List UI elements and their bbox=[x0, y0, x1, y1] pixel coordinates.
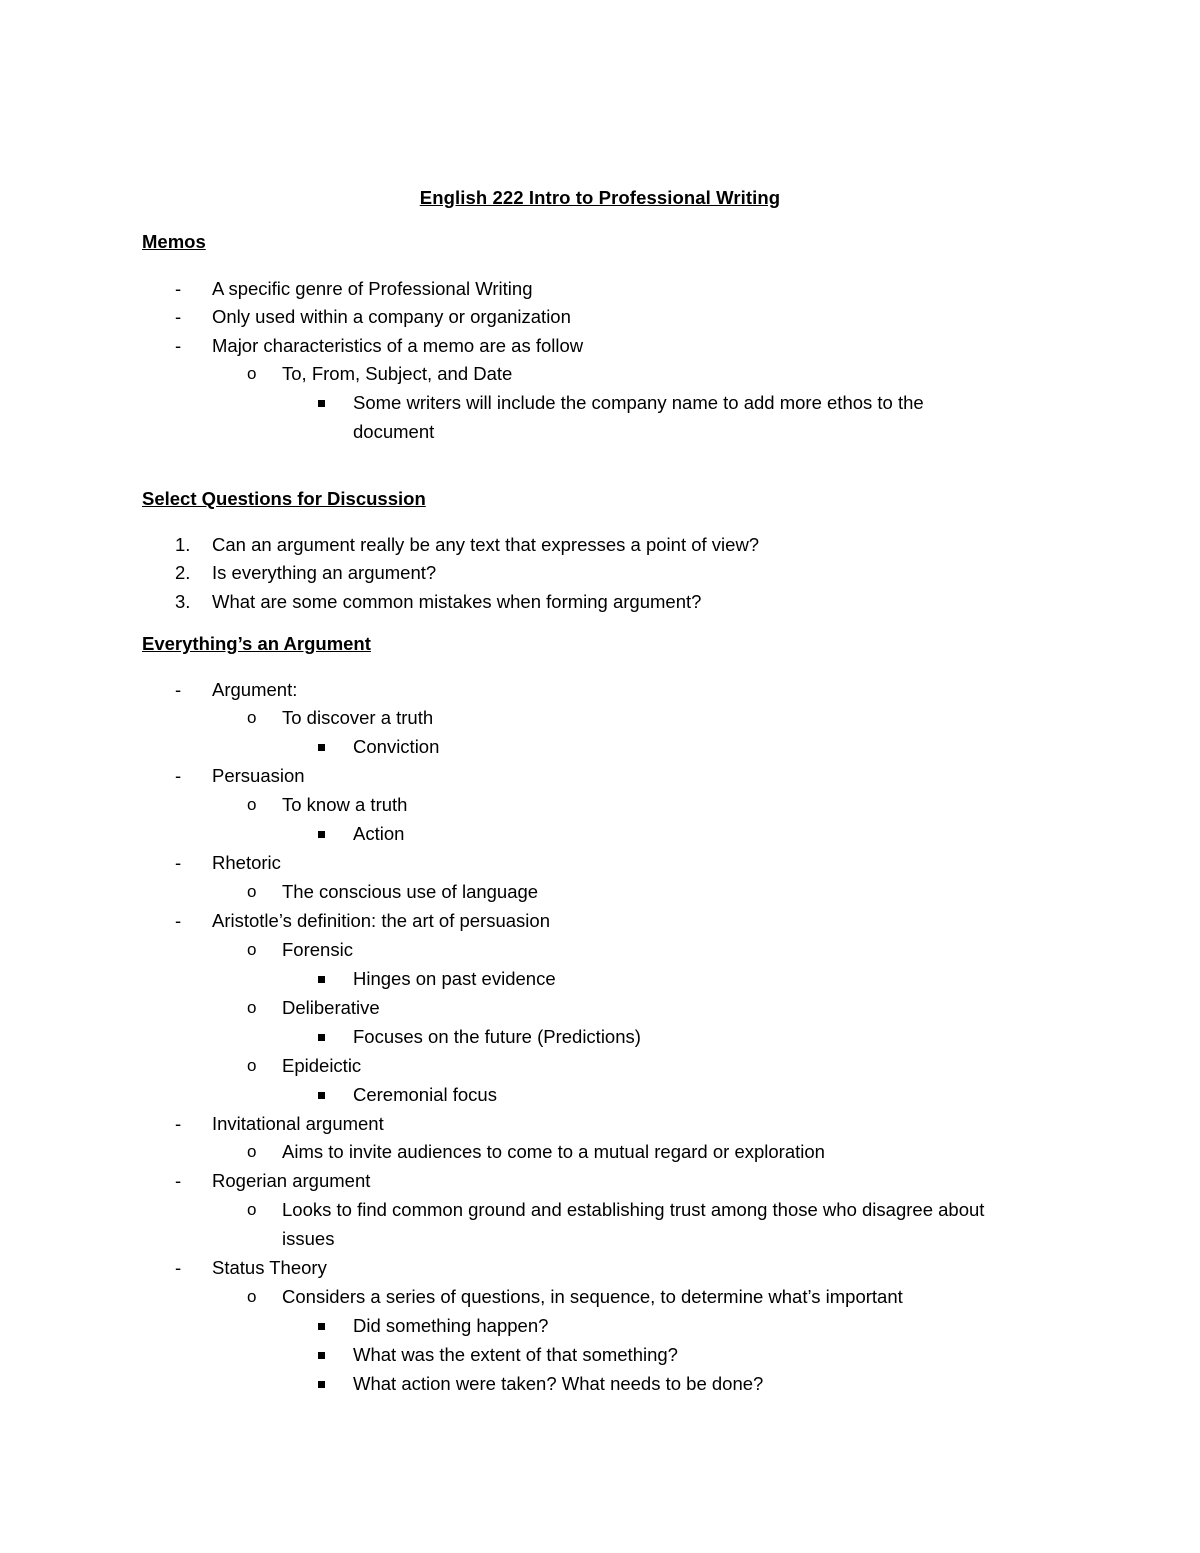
argument-subitem: To know a truth bbox=[282, 794, 408, 815]
argument-subsubitem: Action bbox=[353, 823, 405, 844]
argument-subitem: Aims to invite audiences to come to a mutual regard or exploration bbox=[282, 1141, 825, 1162]
dash-bullet: - bbox=[175, 910, 182, 931]
argument-subitem: The conscious use of language bbox=[282, 881, 539, 902]
argument-subsubitem: Did something happen? bbox=[353, 1315, 549, 1336]
document-title: English 222 Intro to Professional Writing bbox=[419, 187, 781, 208]
circle-bullet: o bbox=[247, 998, 257, 1017]
dash-bullet: - bbox=[175, 679, 182, 700]
circle-bullet: o bbox=[247, 940, 257, 959]
circle-bullet: o bbox=[247, 364, 257, 383]
square-bullet-icon bbox=[318, 831, 325, 838]
heading-questions: Select Questions for Discussion bbox=[142, 488, 426, 509]
argument-subitem: To discover a truth bbox=[282, 707, 434, 728]
memo-subsubitem: Some writers will include the company name to add more ethos to the bbox=[353, 392, 924, 413]
circle-bullet: o bbox=[247, 1142, 257, 1161]
argument-subsubitem: What action were taken? What needs to be done? bbox=[353, 1373, 764, 1394]
circle-bullet: o bbox=[247, 1287, 257, 1306]
list-number: 3. bbox=[175, 591, 191, 612]
memo-subitem: To, From, Subject, and Date bbox=[282, 363, 513, 384]
argument-item: Persuasion bbox=[212, 765, 305, 786]
dash-bullet: - bbox=[175, 278, 182, 299]
argument-subitem: Epideictic bbox=[282, 1055, 362, 1076]
circle-bullet: o bbox=[247, 882, 257, 901]
square-bullet-icon bbox=[318, 1323, 325, 1330]
argument-subsubitem: Focuses on the future (Predictions) bbox=[353, 1026, 641, 1047]
dash-bullet: - bbox=[175, 1113, 182, 1134]
argument-item: Invitational argument bbox=[212, 1113, 384, 1134]
square-bullet-icon bbox=[318, 976, 325, 983]
argument-subitem-continuation: issues bbox=[282, 1228, 335, 1249]
argument-item: Argument: bbox=[212, 679, 298, 700]
dash-bullet: - bbox=[175, 1257, 182, 1278]
memo-subsubitem-continuation: document bbox=[353, 421, 435, 442]
argument-subitem: Deliberative bbox=[282, 997, 380, 1018]
memo-item: A specific genre of Professional Writing bbox=[212, 278, 533, 299]
question-item: What are some common mistakes when forming argument? bbox=[212, 591, 702, 612]
dash-bullet: - bbox=[175, 1170, 182, 1191]
list-number: 1. bbox=[175, 534, 191, 555]
argument-subitem: Considers a series of questions, in sequence, to determine what’s important bbox=[282, 1286, 903, 1307]
square-bullet-icon bbox=[318, 400, 325, 407]
dash-bullet: - bbox=[175, 765, 182, 786]
question-item: Can an argument really be any text that expresses a point of view? bbox=[212, 534, 760, 555]
question-item: Is everything an argument? bbox=[212, 562, 437, 583]
argument-subsubitem: Ceremonial focus bbox=[353, 1084, 497, 1105]
circle-bullet: o bbox=[247, 1200, 257, 1219]
argument-subsubitem: Conviction bbox=[353, 736, 440, 757]
square-bullet-icon bbox=[318, 1092, 325, 1099]
memo-item: Major characteristics of a memo are as follow bbox=[212, 335, 584, 356]
argument-subsubitem: Hinges on past evidence bbox=[353, 968, 556, 989]
argument-item: Status Theory bbox=[212, 1257, 327, 1278]
memo-item: Only used within a company or organization bbox=[212, 306, 571, 327]
square-bullet-icon bbox=[318, 744, 325, 751]
list-number: 2. bbox=[175, 562, 191, 583]
square-bullet-icon bbox=[318, 1352, 325, 1359]
heading-memos: Memos bbox=[142, 231, 206, 252]
square-bullet-icon bbox=[318, 1034, 325, 1041]
argument-subitem: Looks to find common ground and establishing trust among those who disagree about bbox=[282, 1199, 985, 1220]
argument-item: Aristotle’s definition: the art of persuasion bbox=[212, 910, 550, 931]
square-bullet-icon bbox=[318, 1381, 325, 1388]
dash-bullet: - bbox=[175, 306, 182, 327]
dash-bullet: - bbox=[175, 335, 182, 356]
argument-item: Rhetoric bbox=[212, 852, 281, 873]
argument-subitem: Forensic bbox=[282, 939, 353, 960]
circle-bullet: o bbox=[247, 795, 257, 814]
dash-bullet: - bbox=[175, 852, 182, 873]
argument-subsubitem: What was the extent of that something? bbox=[353, 1344, 678, 1365]
argument-item: Rogerian argument bbox=[212, 1170, 371, 1191]
heading-argument: Everything’s an Argument bbox=[142, 633, 371, 654]
circle-bullet: o bbox=[247, 708, 257, 727]
circle-bullet: o bbox=[247, 1056, 257, 1075]
